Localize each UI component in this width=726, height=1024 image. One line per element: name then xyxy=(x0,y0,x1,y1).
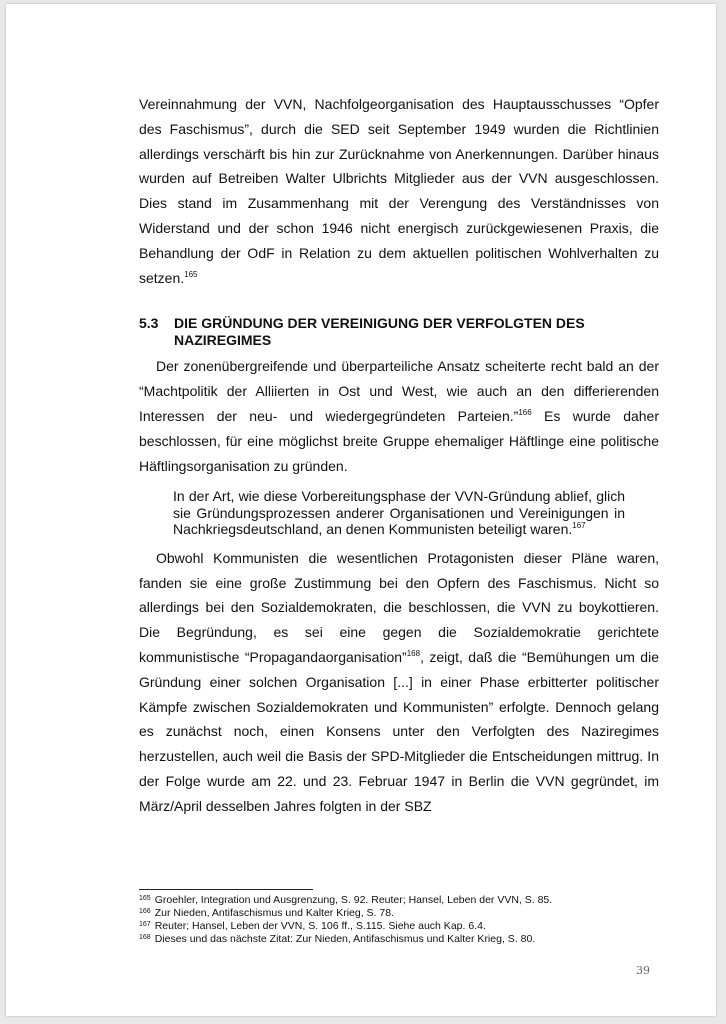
footnote-text: Groehler, Integration und Ausgrenzung, S. 92. Reuter; Hansel, Leben der VVN, S. 85. xyxy=(154,894,553,906)
block-quote-text: In der Art, wie diese Vorbereitungsphase der VVN-Gründung ablief, glich sie Gründungsprozessen anderer Organisationen und Vereinigungen in Nachkriegsdeutschland, an denen Kommunisten beteiligt waren. xyxy=(173,488,625,538)
section-number: 5.3 xyxy=(139,315,159,332)
footnote-separator xyxy=(139,889,313,890)
paragraph-3-text-a: Obwohl Kommunisten die wesentlichen Protagonisten dieser Pläne waren, fanden sie eine große Zustimmung bei den Opfern des Faschismus. Nicht so allerdings bei den Sozialdemokraten, die beschlossen, die VVN zu boykottieren. Die Begründung, es sei eine gegen die Sozialdemokratie gerichtete kommunistische “Propagandaorganisation” xyxy=(139,549,659,666)
section-heading xyxy=(139,315,659,349)
footnote-165 xyxy=(139,894,659,907)
footnote-number: 166 xyxy=(139,908,151,915)
footnotes xyxy=(139,894,659,946)
section-title: DIE GRÜNDUNG DER VEREINIGUNG DER VERFOLGTEN DES NAZIREGIMES xyxy=(174,315,585,349)
footnote-ref-166[interactable]: 166 xyxy=(518,407,532,417)
paragraph-1 xyxy=(139,92,659,290)
paragraph-2-text-a: Der zonenübergreifende und überparteiliche Ansatz scheiterte recht bald an der “Machtpolitik der Alliierten in Ost und West, wie auch an den differierenden Interessen der neu- und wiedergegründeten Parteien.” xyxy=(139,358,659,424)
paragraph-2-text-b: Es wurde daher beschlossen, für eine möglichst breite Gruppe ehemaliger Häftlinge eine politische Häftlingsorganisation zu gründen. xyxy=(139,407,659,474)
document-page xyxy=(6,4,716,1016)
footnote-166 xyxy=(139,907,659,920)
footnote-number: 167 xyxy=(139,921,151,928)
footnote-text: Zur Nieden, Antifaschismus und Kalter Krieg, S. 78. xyxy=(154,907,394,919)
body-text xyxy=(139,92,659,819)
footnote-text: Dieses und das nächste Zitat: Zur Nieden, Antifaschismus und Kalter Krieg, S. 80. xyxy=(154,933,536,945)
footnote-168 xyxy=(139,933,659,946)
footnote-167 xyxy=(139,920,659,933)
footnote-text: Reuter; Hansel, Leben der VVN, S. 106 ff., S.115. Siehe auch Kap. 6.4. xyxy=(154,920,486,932)
footnote-ref-167[interactable]: 167 xyxy=(572,521,586,531)
paragraph-2 xyxy=(139,354,659,478)
block-quote xyxy=(173,488,625,538)
footnote-number: 168 xyxy=(139,934,151,941)
paragraph-3-text-b: , zeigt, daß die “Bemühungen um die Gründung einer solchen Organisation [...] in einer Phase erbitterter politischer Kämpfe zwischen Sozialdemokraten und Kommunisten” erfolgte. Dennoch gelang es zunächst noch, einen Konsens unter den Verfolgten des Naziregimes herzustellen, auch weil die Basis der SPD-Mitglieder die Entscheidungen mittrug. In der Folge wurde am 22. und 23. Februar 1947 in Berlin die VVN gegründet, im März/April desselben Jahres folgten in der SBZ xyxy=(139,649,659,814)
footnote-ref-168[interactable]: 168 xyxy=(406,649,421,659)
paragraph-3 xyxy=(139,546,659,819)
page-number: 39 xyxy=(636,964,650,977)
paragraph-1-text: Vereinnahmung der VVN, Nachfolgeorganisation des Hauptausschusses “Opfer des Faschismus”, durch die SED seit September 1949 wurden die Richtlinien allerdings verschärft bis hin zur Zurücknahme von Anerkennungen. Darüber hinaus wurden auf Betreiben Walter Ulbrichts Mitglieder aus der VVN ausgeschlossen. Dies stand im Zusammenhang mit der Verengung des Verständnisses von Widerstand und der schon 1946 nicht energisch zurückgewiesenen Praxis, die Behandlung der OdF in Relation zu dem aktuellen politischen Wohlverhalten zu setzen. xyxy=(139,96,659,286)
footnote-number: 165 xyxy=(139,895,151,902)
footnote-ref-165[interactable]: 165 xyxy=(184,269,198,279)
